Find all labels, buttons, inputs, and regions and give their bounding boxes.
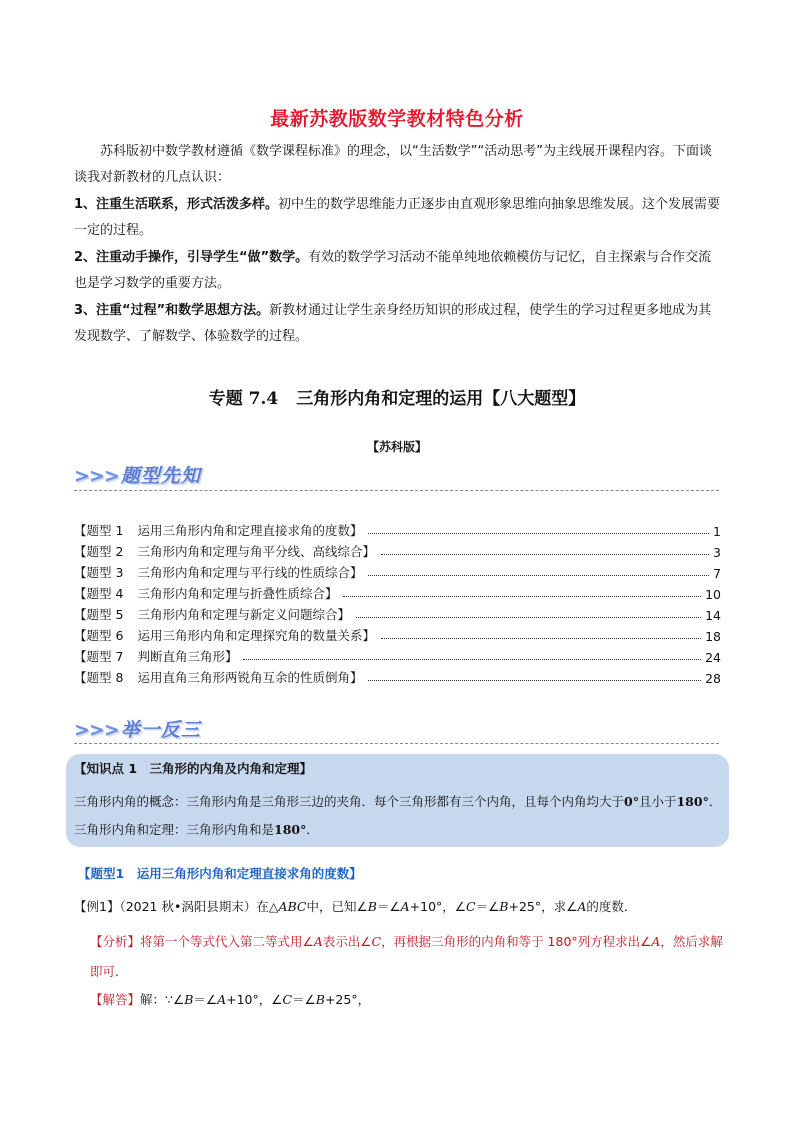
math-var: A bbox=[217, 992, 227, 1007]
analysis-block bbox=[90, 927, 730, 987]
point-3-text: 新教材通过让学生亲身经历知识的形成过程，使学生的学习过程更多地成为其发现数学、了解数学、体验数学的过程。 bbox=[74, 303, 712, 344]
example-1 bbox=[74, 894, 724, 920]
toc-label: 【题型 7 bbox=[74, 649, 124, 664]
toc-label: 【题型 2 bbox=[74, 544, 124, 559]
example-text: ＝∠ bbox=[475, 899, 500, 914]
toc-leader bbox=[243, 659, 701, 660]
toc-text: 运用三角形内角和定理直接求角的度数】 bbox=[137, 523, 363, 538]
toc-page: 3 bbox=[713, 545, 721, 560]
point-2-heading: 2、注重动手操作，引导学生“做”数学。 bbox=[74, 250, 309, 265]
math-var: ABC bbox=[278, 899, 307, 914]
topic-number: 专题 7.4 bbox=[208, 389, 279, 409]
practice-banner bbox=[74, 715, 201, 741]
math-var: A bbox=[651, 934, 661, 949]
knowledge-box bbox=[66, 754, 729, 847]
solution-tag: 【解答】 bbox=[90, 992, 141, 1007]
preview-banner-text: 题型先知 bbox=[120, 465, 201, 487]
toc-leader bbox=[343, 596, 701, 597]
analysis-text: 表示出∠ bbox=[322, 934, 372, 949]
edition-label: 【苏科版】 bbox=[366, 440, 427, 454]
knowledge-heading: 【知识点 1 三角形的内角及内角和定理】 bbox=[74, 761, 313, 776]
knowledge-text: 且小于 bbox=[638, 794, 677, 809]
triple-arrow-icon: >>> bbox=[74, 465, 119, 487]
example-text: ＝∠ bbox=[376, 899, 401, 914]
knowledge-text: 三角形内角的概念：三角形内角是三角形三边的夹角．每个三角形都有三个内角，且每个内角均大于 bbox=[74, 794, 625, 809]
toc-row[interactable] bbox=[74, 602, 721, 623]
analysis-text: 将第一个等式代入第二等式用∠ bbox=[140, 934, 314, 949]
math-var: C bbox=[282, 992, 293, 1007]
toc-row[interactable] bbox=[74, 623, 721, 644]
toc-text: 三角形内角和定理与角平分线、高线综合】 bbox=[137, 544, 375, 559]
toc-leader bbox=[368, 575, 709, 576]
point-1-heading: 1、注重生活联系，形式活泼多样。 bbox=[74, 197, 279, 212]
intro-paragraph: 苏科版初中数学教材遵循《数学课程标准》的理念，以“生活数学”“活动思考”为主线展开课程内容。下面谈谈我对新教材的几点认识： bbox=[74, 144, 712, 185]
topic-heading bbox=[0, 384, 794, 409]
solution-text: ＝∠ bbox=[193, 992, 218, 1007]
math-var: B bbox=[499, 899, 509, 914]
section-divider bbox=[74, 490, 719, 491]
toc-page: 1 bbox=[713, 524, 721, 539]
toc-label: 【题型 8 bbox=[74, 670, 124, 685]
solution-text: +10°，∠ bbox=[226, 992, 283, 1007]
preview-banner bbox=[74, 461, 201, 487]
document-title: 最新苏教版数学教材特色分析 bbox=[270, 108, 524, 130]
point-3 bbox=[74, 298, 724, 350]
solution-text: 解：∵∠ bbox=[140, 992, 185, 1007]
triple-arrow-icon: >>> bbox=[74, 719, 119, 741]
example-text: +10°，∠ bbox=[409, 899, 466, 914]
toc-leader bbox=[356, 617, 701, 618]
knowledge-value: 0° bbox=[624, 794, 639, 809]
toc-page: 28 bbox=[705, 671, 721, 686]
toc-row[interactable] bbox=[74, 518, 721, 539]
toc-leader bbox=[381, 554, 709, 555]
math-var: A bbox=[577, 899, 587, 914]
topic-title: 三角形内角和定理的运用【八大题型】 bbox=[296, 389, 586, 409]
math-var: A bbox=[400, 899, 410, 914]
toc-label: 【题型 3 bbox=[74, 565, 124, 580]
toc-row[interactable] bbox=[74, 644, 721, 665]
practice-banner-text: 举一反三 bbox=[120, 719, 201, 741]
knowledge-text: ．三角形内角和定理：三角形内角和是 bbox=[74, 794, 722, 837]
math-var: A bbox=[313, 934, 323, 949]
toc-text: 运用三角形内角和定理探究角的数量关系】 bbox=[137, 628, 375, 643]
table-of-contents bbox=[74, 518, 721, 686]
section-divider bbox=[74, 743, 719, 744]
math-var: B bbox=[184, 992, 194, 1007]
point-1 bbox=[74, 192, 724, 244]
toc-page: 18 bbox=[705, 629, 721, 644]
toc-row[interactable] bbox=[74, 560, 721, 581]
toc-text: 三角形内角和定理与平行线的性质综合】 bbox=[137, 565, 363, 580]
knowledge-value: 180° bbox=[676, 794, 709, 809]
knowledge-text: ． bbox=[306, 822, 319, 837]
point-2 bbox=[74, 245, 724, 297]
knowledge-value: 180° bbox=[274, 822, 307, 837]
toc-text: 判断直角三角形】 bbox=[137, 649, 238, 664]
toc-leader bbox=[368, 533, 709, 534]
math-var: B bbox=[315, 992, 325, 1007]
toc-page: 24 bbox=[705, 650, 721, 665]
knowledge-body bbox=[74, 788, 724, 844]
example-text: 中，已知∠ bbox=[306, 899, 368, 914]
toc-leader bbox=[381, 638, 701, 639]
analysis-text: ，再根据三角形的内角和等于 180°列方程求出∠ bbox=[381, 934, 652, 949]
toc-text: 三角形内角和定理与新定义问题综合】 bbox=[137, 607, 350, 622]
toc-page: 7 bbox=[713, 566, 721, 581]
analysis-tag: 【分析】 bbox=[90, 934, 141, 949]
toc-label: 【题型 4 bbox=[74, 586, 124, 601]
toc-page: 10 bbox=[705, 587, 721, 602]
example-text: 的度数． bbox=[586, 899, 637, 914]
math-var: C bbox=[371, 934, 382, 949]
toc-text: 运用直角三角形两锐角互余的性质倒角】 bbox=[137, 670, 363, 685]
toc-label: 【题型 1 bbox=[74, 523, 124, 538]
toc-row[interactable] bbox=[74, 665, 721, 686]
question-type-title: 【题型1 运用三角形内角和定理直接求角的度数】 bbox=[78, 866, 362, 881]
solution-block bbox=[90, 990, 370, 1008]
toc-label: 【题型 6 bbox=[74, 628, 124, 643]
point-3-heading: 3、注重“过程”和数学思想方法。 bbox=[74, 303, 270, 318]
math-var: B bbox=[367, 899, 377, 914]
toc-leader bbox=[368, 680, 701, 681]
analysis-text: ，然后求解即可． bbox=[90, 934, 723, 979]
toc-row[interactable] bbox=[74, 539, 721, 560]
point-1-text: 初中生的数学思维能力正逐步由直观形象思维向抽象思维发展。这个发展需要一定的过程。 bbox=[74, 197, 721, 238]
solution-text: +25°， bbox=[324, 992, 371, 1007]
example-text: +25°，求∠ bbox=[508, 899, 578, 914]
solution-text: ＝∠ bbox=[292, 992, 316, 1007]
point-2-text: 有效的数学学习活动不能单纯地依赖模仿与记忆，自主探索与合作交流也是学习数学的重要方法。 bbox=[74, 250, 712, 291]
toc-label: 【题型 5 bbox=[74, 607, 124, 622]
example-text: 【例1】（2021 秋•涡阳县期末）在△ bbox=[74, 899, 279, 914]
toc-text: 三角形内角和定理与折叠性质综合】 bbox=[137, 586, 338, 601]
math-var: C bbox=[466, 899, 476, 914]
toc-row[interactable] bbox=[74, 581, 721, 602]
toc-page: 14 bbox=[705, 608, 721, 623]
